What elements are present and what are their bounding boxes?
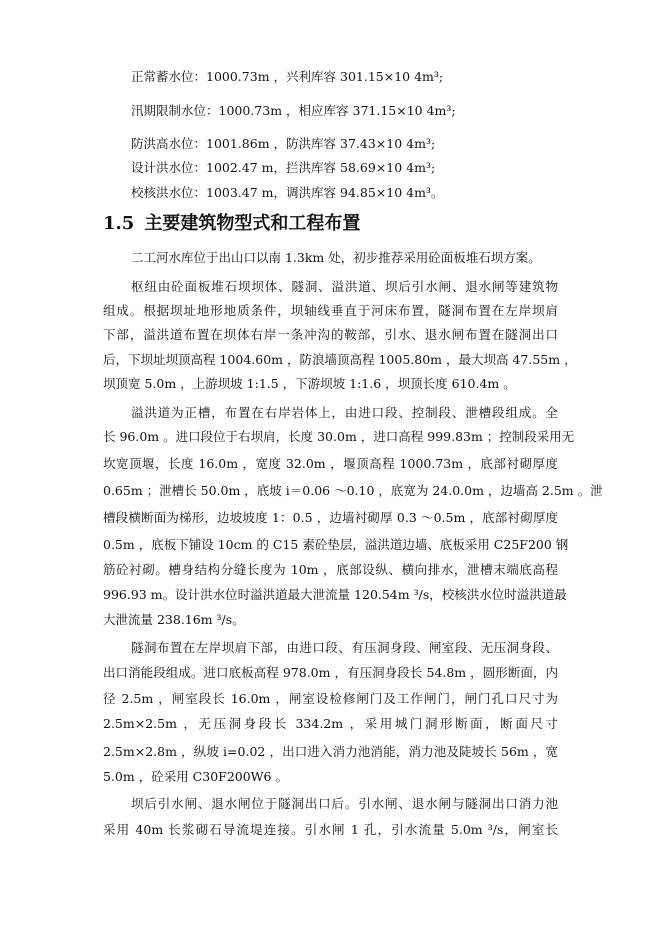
paragraph-line: 采用 40m 长浆砌石导流堤连接。引水闸 1 孔，引水流量 5.0m ³/s，闸室长 xyxy=(103,822,558,837)
water-level-flood-limit: 汛期限制水位：1000.73m ，相应库容 371.15×10 4m³; xyxy=(131,103,456,118)
section-heading xyxy=(103,212,360,236)
paragraph-line: 隧洞布置在左岸坝肩下部，由进口段、有压洞身段、闸室段、无压洞身段、 xyxy=(131,640,558,655)
paragraph-line: 长 96.0m 。进口段位于右坝肩，长度 30.0m ，进口高程 999.83m ；控制段采用无 xyxy=(103,429,575,444)
paragraph-line: 下部，溢洪道布置在坝体右岸一条冲沟的鞍部，引水、退水闸布置在隧洞出口 xyxy=(103,327,558,342)
paragraph-line: 组成。根据坝址地形地质条件，坝轴线垂直于河床布置，隧洞布置在左岸坝肩 xyxy=(103,303,558,318)
paragraph-line: 筋砼衬砌。槽身结构分缝长度为 10m ，底部设纵、横向排水，泄槽末端底高程 xyxy=(103,562,558,577)
paragraph-line: 出口消能段组成。进口底板高程 978.0m ，有压洞身段长 54.8m ，圆形断面，内 xyxy=(103,665,558,680)
paragraph-line: 2.5m×2.5m ，无压洞身段长 334.2m ，采用城门洞形断面，断面尺寸 xyxy=(103,716,558,731)
paragraph-line: 坝后引水闸、退水闸位于隧洞出口后。引水闸、退水闸与隧洞出口消力池 xyxy=(131,796,558,811)
section-title: 主要建筑物型式和工程布置 xyxy=(144,213,361,234)
paragraph-line: 坎宽顶堰，长度 16.0m ，宽度 32.0m ，堰顶高程 1000.73m ，底部衬砌厚度 xyxy=(103,456,558,471)
paragraph-line: 0.65m ；泄槽长 50.0m ，底坡 i＝0.06 ～0.10 ，底宽为 24.0.0m ，边墙高 2.5m 。泄 xyxy=(103,483,603,498)
paragraph-line: 坝顶宽 5.0m ，上游坝坡 1:1.5 ，下游坝坡 1:1.6 ，坝顶长度 610.4m 。 xyxy=(103,376,516,391)
water-level-check-flood: 校核洪水位：1003.47 m，调洪库容 94.85×10 4m³。 xyxy=(131,185,444,200)
paragraph-line: 径 2.5m ，闸室段长 16.0m ，闸室设检修闸门及工作闸门，闸门孔口尺寸为 xyxy=(103,691,558,706)
paragraph-line: 槽段横断面为梯形，边坡坡度 1：0.5 ，边墙衬砌厚 0.3 ～0.5m ，底部衬砌厚度 xyxy=(103,510,558,525)
water-level-normal: 正常蓄水位：1000.73m ，兴利库容 301.15×10 4m³; xyxy=(131,69,444,84)
water-level-design-flood: 设计洪水位：1002.47 m，拦洪库容 58.69×10 4m³; xyxy=(131,160,436,175)
section-number: 1.5 xyxy=(103,213,135,234)
paragraph-line: 5.0m ，砼采用 C30F200W6 。 xyxy=(103,769,288,784)
paragraph-line: 后，下坝址坝顶高程 1004.60m ，防浪墙顶高程 1005.80m ，最大坝高 47.55m ， xyxy=(103,352,577,367)
paragraph-line: 枢纽由砼面板堆石坝坝体、隧洞、溢洪道、坝后引水闸、退水闸等建筑物 xyxy=(131,279,558,294)
paragraph-line: 0.5m ，底板下铺设 10cm 的 C15 素砼垫层，溢洪道边墙、底板采用 C25F200 钢 xyxy=(103,537,569,552)
paragraph-line: 溢洪道为正槽，布置在右岸岩体上，由进口段、控制段、泄槽段组成。全 xyxy=(131,405,558,420)
water-level-flood-control-high: 防洪高水位：1001.86m ，防洪库容 37.43×10 4m³; xyxy=(131,136,436,151)
paragraph-line: 996.93 m。设计洪水位时溢洪道最大泄流量 120.54m ³/s，校核洪水位时溢洪道最 xyxy=(103,587,567,602)
paragraph-line: 2.5m×2.8m ，纵坡 i=0.02 ，出口进入消力池消能，消力池及陡坡长 56m ，宽 xyxy=(103,744,558,759)
paragraph-line: 大泄流量 238.16m ³/s。 xyxy=(103,612,245,627)
paragraph-line: 二工河水库位于出山口以南 1.3km 处，初步推荐采用砼面板堆石坝方案。 xyxy=(131,250,541,265)
